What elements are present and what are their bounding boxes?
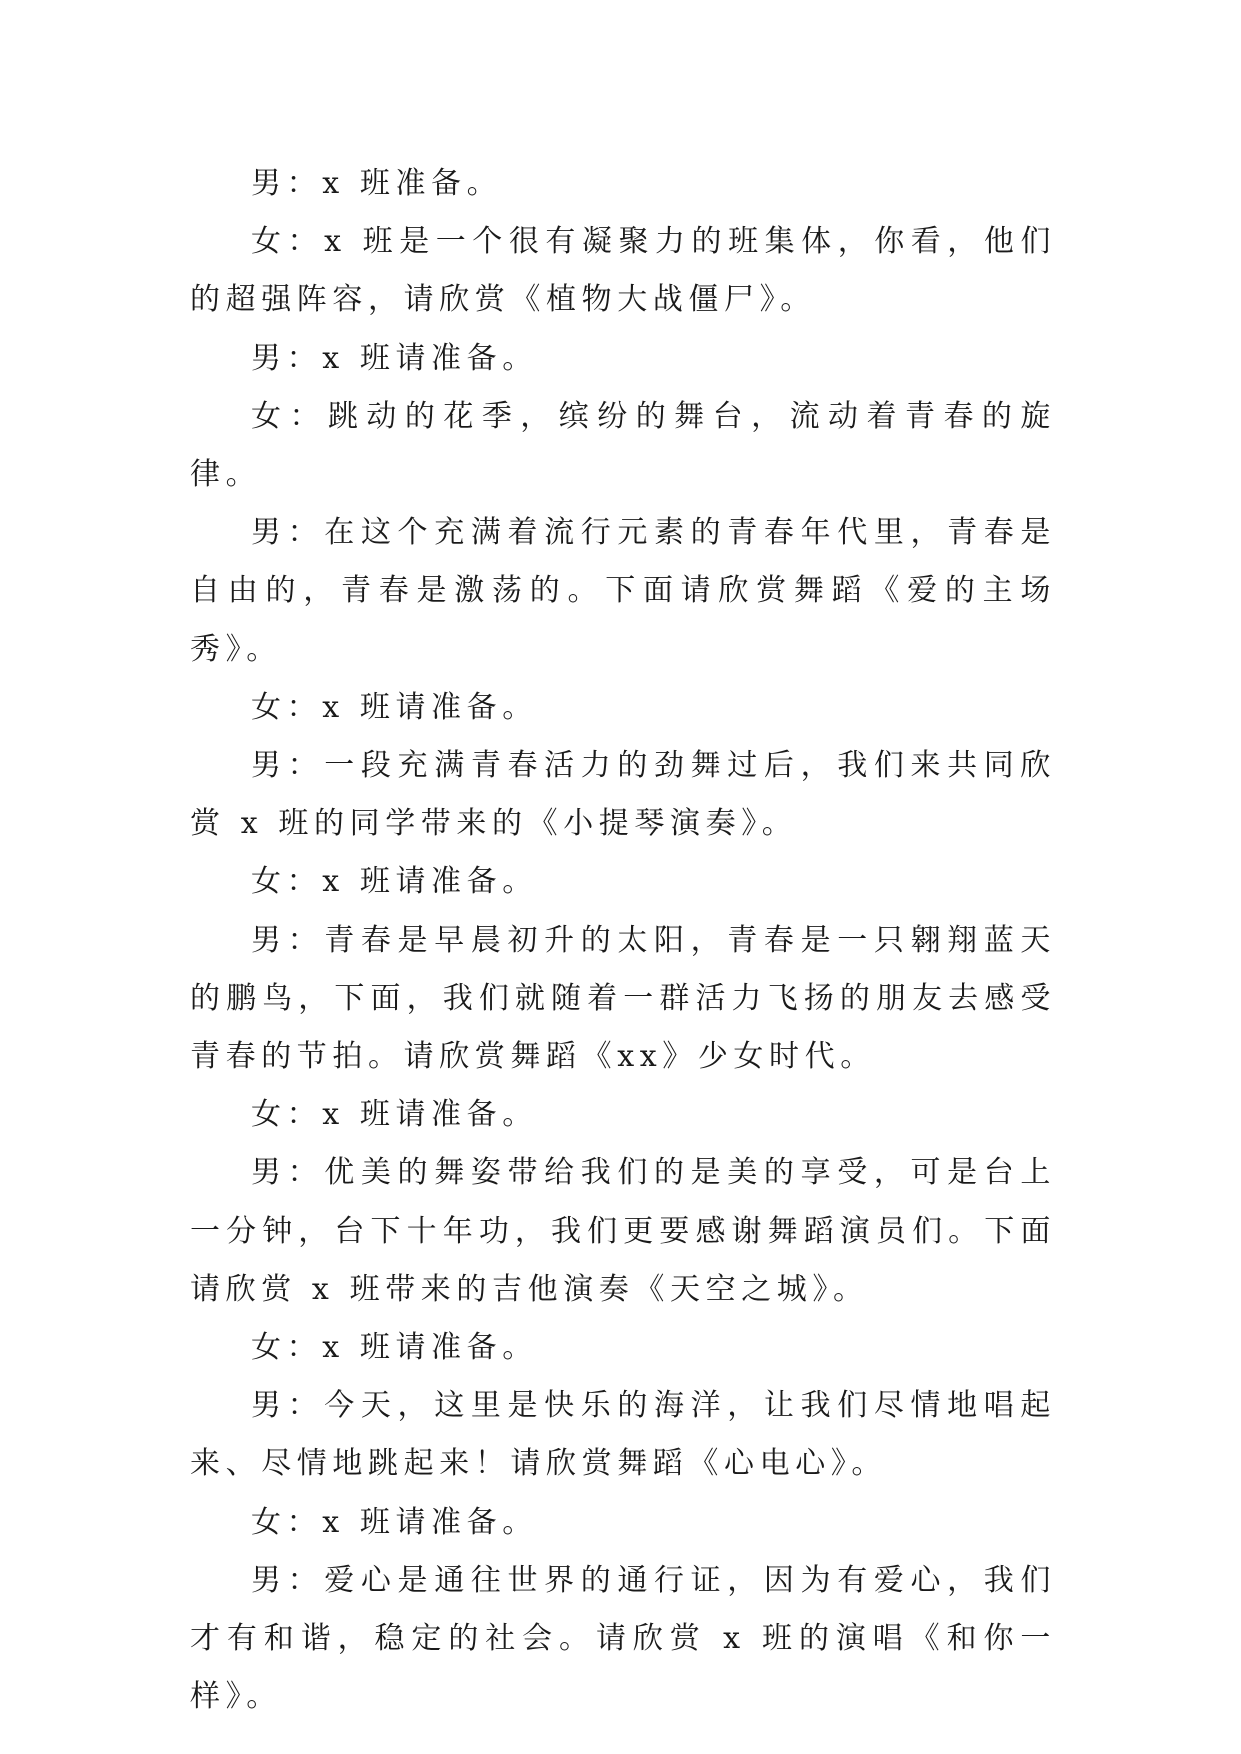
paragraph: 男：一段充满青春活力的劲舞过后，我们来共同欣赏 x 班的同学带来的《小提琴演奏》。 (190, 748, 1056, 842)
paragraph: 男：青春是早晨初升的太阳，青春是一只翱翔蓝天的鹏鸟，下面，我们就随着一群活力飞扬的朋友去感受青春的节拍。请欣赏舞蹈《xx》少女时代。 (190, 922, 1056, 1075)
paragraph: 男：今天，这里是快乐的海洋，让我们尽情地唱起来、尽情地跳起来！请欣赏舞蹈《心电心》。 (190, 1388, 1056, 1482)
paragraph: 男：在这个充满着流行元素的青春年代里，青春是自由的，青春是激荡的。下面请欣赏舞蹈《爱的主场秀》。 (190, 515, 1056, 667)
paragraph: 女：x 班请准备。 (251, 864, 538, 900)
paragraph: 男：爱心是通往世界的通行证，因为有爱心，我们才有和谐，稳定的社会。请欣赏 x 班的演唱《和你一样》。 (190, 1562, 1056, 1715)
paragraph: 女：x 班是一个很有凝聚力的班集体，你看，他们的超强阵容，请欣赏《植物大战僵尸》。 (190, 224, 1056, 318)
paragraph: 女：跳动的花季，缤纷的舞台，流动着青春的旋律。 (190, 398, 1056, 493)
paragraph: 女：x 班请准备。 (251, 1504, 538, 1540)
paragraph: 男：x 班准备。 (251, 166, 503, 201)
paragraph: 女：x 班请准备。 (251, 1330, 538, 1366)
paragraph: 男：优美的舞姿带给我们的是美的享受，可是台上一分钟，台下十年功，我们更要感谢舞蹈演员们。下面请欣赏 x 班带来的吉他演奏《天空之城》。 (190, 1155, 1056, 1307)
paragraph: 女：x 班请准备。 (251, 1097, 538, 1133)
paragraph: 男：x 班请准备。 (251, 340, 538, 376)
document-body (190, 155, 1056, 1726)
paragraph: 女：x 班请准备。 (251, 689, 538, 725)
